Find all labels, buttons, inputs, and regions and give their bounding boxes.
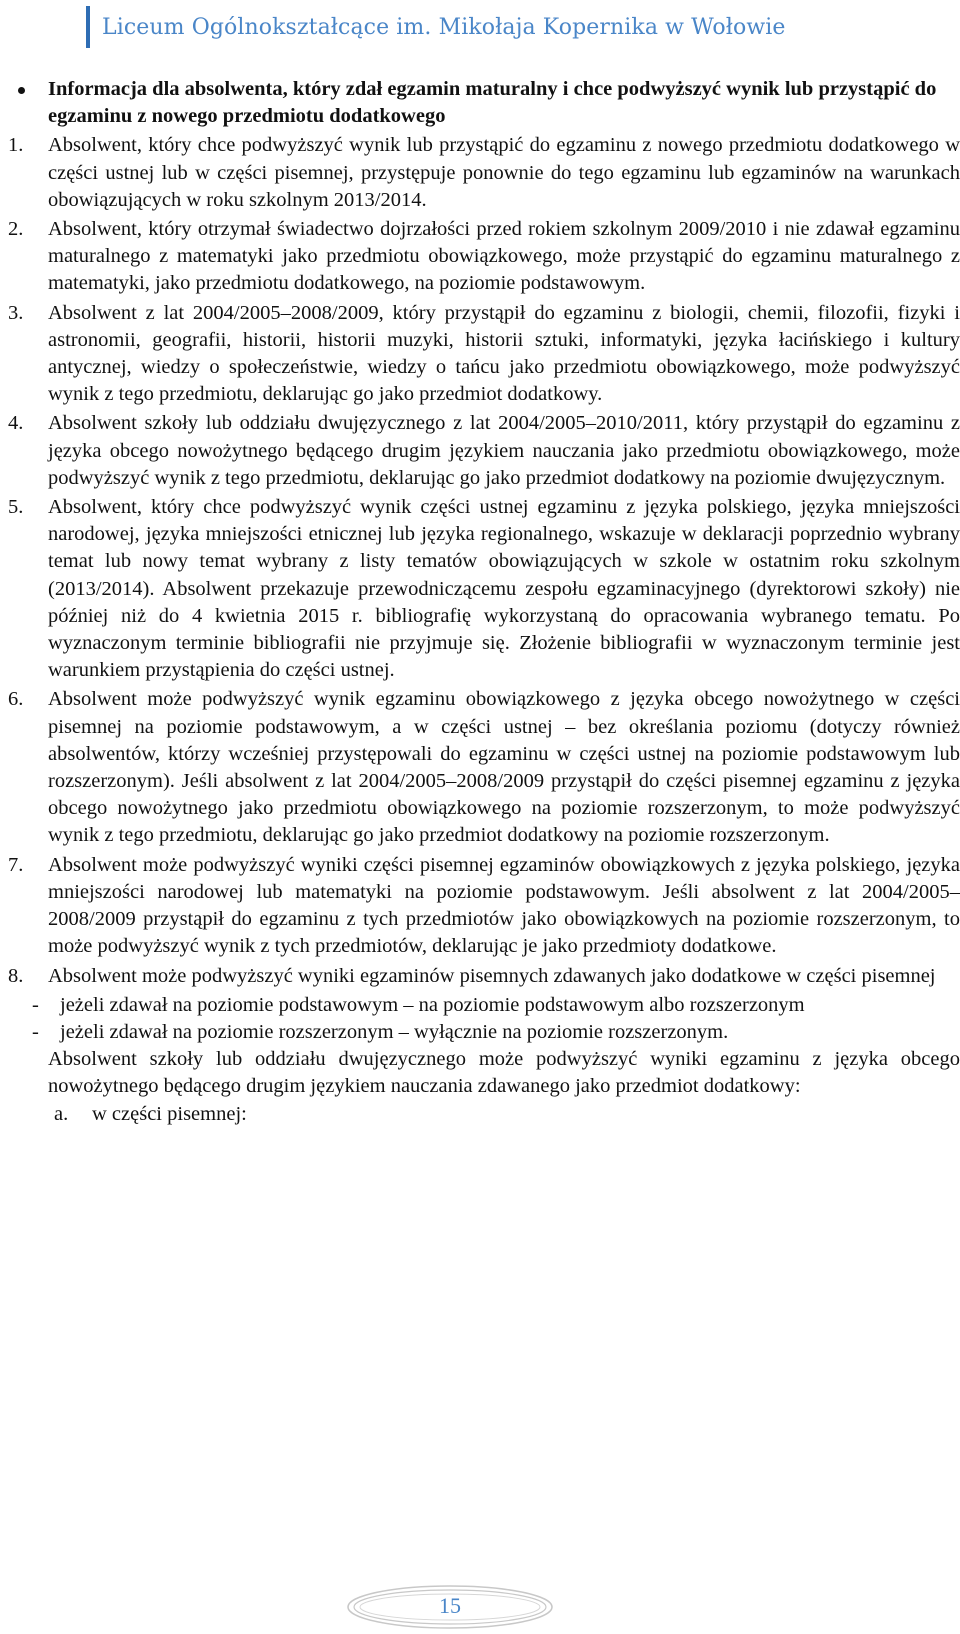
list-item [8, 300, 960, 409]
list-item-number: 5. [8, 496, 24, 519]
dash-list-item [8, 1019, 960, 1046]
page-number: 15 [439, 1593, 461, 1618]
closing-paragraph: Absolwent szkoły lub oddziału dwujęzycznego może podwyższyć wyniki egzaminu z języka obcego nowożytnego będącego drugim językiem nauczania zdawanego jako przedmiot dodatkowy: [48, 1048, 960, 1098]
page-header [86, 6, 786, 48]
bullet-icon [18, 87, 25, 94]
sub-list-item-text: w części pisemnej: [92, 1102, 247, 1125]
dash-list-item [8, 992, 960, 1019]
sub-list-marker: a. [54, 1102, 69, 1125]
list-item [8, 963, 960, 990]
dash-marker: - [32, 1020, 39, 1043]
sub-list-item [8, 1101, 960, 1128]
list-item-number: 2. [8, 218, 24, 241]
list-item-text: Absolwent, który otrzymał świadectwo dojrzałości przed rokiem szkolnym 2009/2010 i nie zdawał egzaminu maturalnego z matematyki jako przedmiotu obowiązkowego, może przystąpić do egzaminu maturalnego z matematyki, jako przedmiotu dodatkowego, na poziomie podstawowym. [48, 218, 960, 295]
list-item-text: Absolwent szkoły lub oddziału dwujęzycznego z lat 2004/2005–2010/2011, który przystąpił do egzaminu z języka obcego nowożytnego będącego drugim językiem nauczania jako przedmiotu obowiązkowego, może podwyższyć wynik z tego przedmiotu, deklarując go jako przedmiot dodatkowy na poziomie dwujęzycznym. [48, 412, 960, 489]
section-heading [8, 76, 960, 130]
list-item [8, 852, 960, 961]
list-item-number: 3. [8, 301, 24, 324]
list-item [8, 132, 960, 214]
list-item [8, 216, 960, 298]
list-item-number: 7. [8, 853, 24, 876]
list-item-text: Absolwent, który chce podwyższyć wynik lub przystąpić do egzaminu z nowego przedmiotu dodatkowego w części ustnej lub w części pisemnej, przystępuje ponownie do tego egzaminu lub egzaminów na warunkach obowiązujących w roku szkolnym 2013/2014. [48, 134, 960, 211]
list-item-number: 8. [8, 964, 24, 987]
dash-marker: - [32, 993, 39, 1016]
list-item-text: Absolwent może podwyższyć wyniki egzaminów pisemnych zdawanych jako dodatkowe w części pisemnej [48, 964, 936, 987]
header-title: Liceum Ogólnokształcące im. Mikołaja Kopernika w Wołowie [102, 14, 786, 40]
list-item-text: Absolwent może podwyższyć wynik egzaminu obowiązkowego z języka obcego nowożytnego w części pisemnej na poziomie podstawowym, a w części ustnej – bez określania poziomu (dotyczy również absolwentów, którzy wcześniej przystępowali do egzaminu w części ustnej na poziomie podstawowym lub rozszerzonym). Jeśli absolwent z lat 2004/2005–2008/2009 przystąpił do części pisemnej egzaminu z języka obcego nowożytnego jako przedmiotu obowiązkowego na poziomie rozszerzonym, to może podwyższyć wynik z tego przedmiotu, deklarując go jako przedmiot dodatkowy na poziomie rozszerzonym. [48, 688, 960, 847]
document-body [8, 76, 960, 1128]
list-item-text: Absolwent może podwyższyć wyniki części pisemnej egzaminów obowiązkowych z języka polskiego, języka mniejszości narodowej lub matematyki na poziomie podstawowym. Jeśli absolwent z lat 2004/2005–2008/2009 przystąpił do egzaminu z tych przedmiotów jako obowiązkowych na poziomie rozszerzonym, to może podwyższyć wynik z tych przedmiotów, deklarując je jako przedmioty dodatkowe. [48, 853, 960, 958]
dash-list-item-text: jeżeli zdawał na poziomie podstawowym – na poziomie podstawowym albo rozszerzonym [60, 993, 805, 1016]
list-item-text: Absolwent z lat 2004/2005–2008/2009, który przystąpił do egzaminu z biologii, chemii, filozofii, fizyki i astronomii, geografii, historii, historii muzyki, historii sztuki, informatyki, języka łacińskiego i kultury antycznej, wiedzy o społeczeństwie, wiedzy o tańcu jako przedmiotu obowiązkowego, może podwyższyć wynik z tego przedmiotu, deklarując go jako przedmiot dodatkowy. [48, 301, 960, 406]
page-footer [345, 1584, 555, 1634]
list-item-number: 1. [8, 134, 24, 157]
list-item [8, 494, 960, 684]
list-item-text: Absolwent, który chce podwyższyć wynik części ustnej egzaminu z języka polskiego, języka mniejszości narodowej, języka mniejszości etnicznej lub języka regionalnego, wskazuje w deklaracji poprzednio wybrany temat lub nowy temat wybrany z listy tematów obowiązujących w szkole w ostatnim roku szkolnym (2013/2014). Absolwent przekazuje przewodniczącemu zespołu egzaminacyjnego (dyrektorowi szkoły) nie później niż do 4 kwietnia 2015 r. bibliografię wykorzystaną do opracowania wybranego tematu. Po wyznaczonym terminie bibliografii nie przyjmuje się. Złożenie bibliografii w wyznaczonym terminie jest warunkiem przystąpienia do części ustnej. [48, 496, 960, 682]
list-item [8, 410, 960, 492]
dash-list-item-text: jeżeli zdawał na poziomie rozszerzonym – wyłącznie na poziomie rozszerzonym. [60, 1020, 729, 1043]
list-item-number: 6. [8, 688, 24, 711]
section-heading-text: Informacja dla absolwenta, który zdał egzamin maturalny i chce podwyższyć wynik lub przystąpić do egzaminu z nowego przedmiotu dodatkowego [48, 78, 937, 128]
list-item-number: 4. [8, 412, 24, 435]
list-item [8, 686, 960, 849]
